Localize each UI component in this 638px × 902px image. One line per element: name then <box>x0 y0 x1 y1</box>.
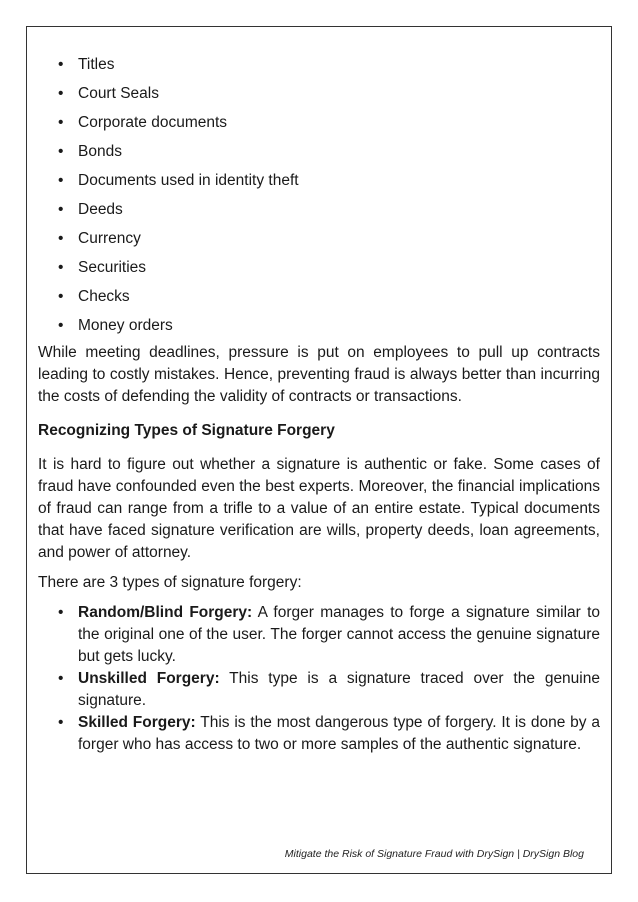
document-list <box>38 50 600 340</box>
list-item: • Currency <box>38 224 600 253</box>
forgery-type-term: Random/Blind Forgery: <box>78 604 253 621</box>
list-item: • Court Seals <box>38 79 600 108</box>
list-item: • Titles <box>38 50 600 79</box>
forgery-type-desc: This is the most dangerous type of forgery. It is done by a forger who has access to two or more samples of the authentic signature. <box>78 714 600 753</box>
forgery-type-term: Unskilled Forgery: <box>78 670 220 687</box>
forgery-type-desc: A forger manages to forge a signature similar to the original one of the user. The forger cannot access the genuine signature but gets lucky. <box>78 604 601 665</box>
list-item: • Money orders <box>38 311 600 340</box>
paragraph-authenticity: It is hard to figure out whether a signature is authentic or fake. Some cases of fraud have confounded even the best experts. Moreover, the financial implications of fraud can range from a trifle to a value of an entire estate. Typical documents that have faced signature verification are wills, property deeds, loan agreements, and power of attorney. <box>38 456 600 561</box>
forgery-type-item <box>38 602 600 668</box>
list-item: • Documents used in identity theft <box>38 166 600 195</box>
list-item: • Securities <box>38 253 600 282</box>
paragraph-types-intro: There are 3 types of signature forgery: <box>38 574 302 591</box>
forgery-type-term: Skilled Forgery: <box>78 714 196 731</box>
document-body <box>38 50 600 756</box>
section-heading: Recognizing Types of Signature Forgery <box>38 422 335 439</box>
forgery-type-item <box>38 712 600 756</box>
list-item: • Checks <box>38 282 600 311</box>
list-item: • Deeds <box>38 195 600 224</box>
list-item: • Corporate documents <box>38 108 600 137</box>
paragraph-deadlines: While meeting deadlines, pressure is put on employees to pull up contracts leading to costly mistakes. Hence, preventing fraud is always better than incurring the costs of defending the validity of contracts or transactions. <box>38 344 600 405</box>
page-footer: Mitigate the Risk of Signature Fraud with DrySign | DrySign Blog <box>284 848 584 860</box>
forgery-type-desc: This type is a signature traced over the genuine signature. <box>78 670 600 709</box>
forgery-type-item <box>38 668 600 712</box>
forgery-types-list <box>38 602 600 756</box>
list-item: • Bonds <box>38 137 600 166</box>
